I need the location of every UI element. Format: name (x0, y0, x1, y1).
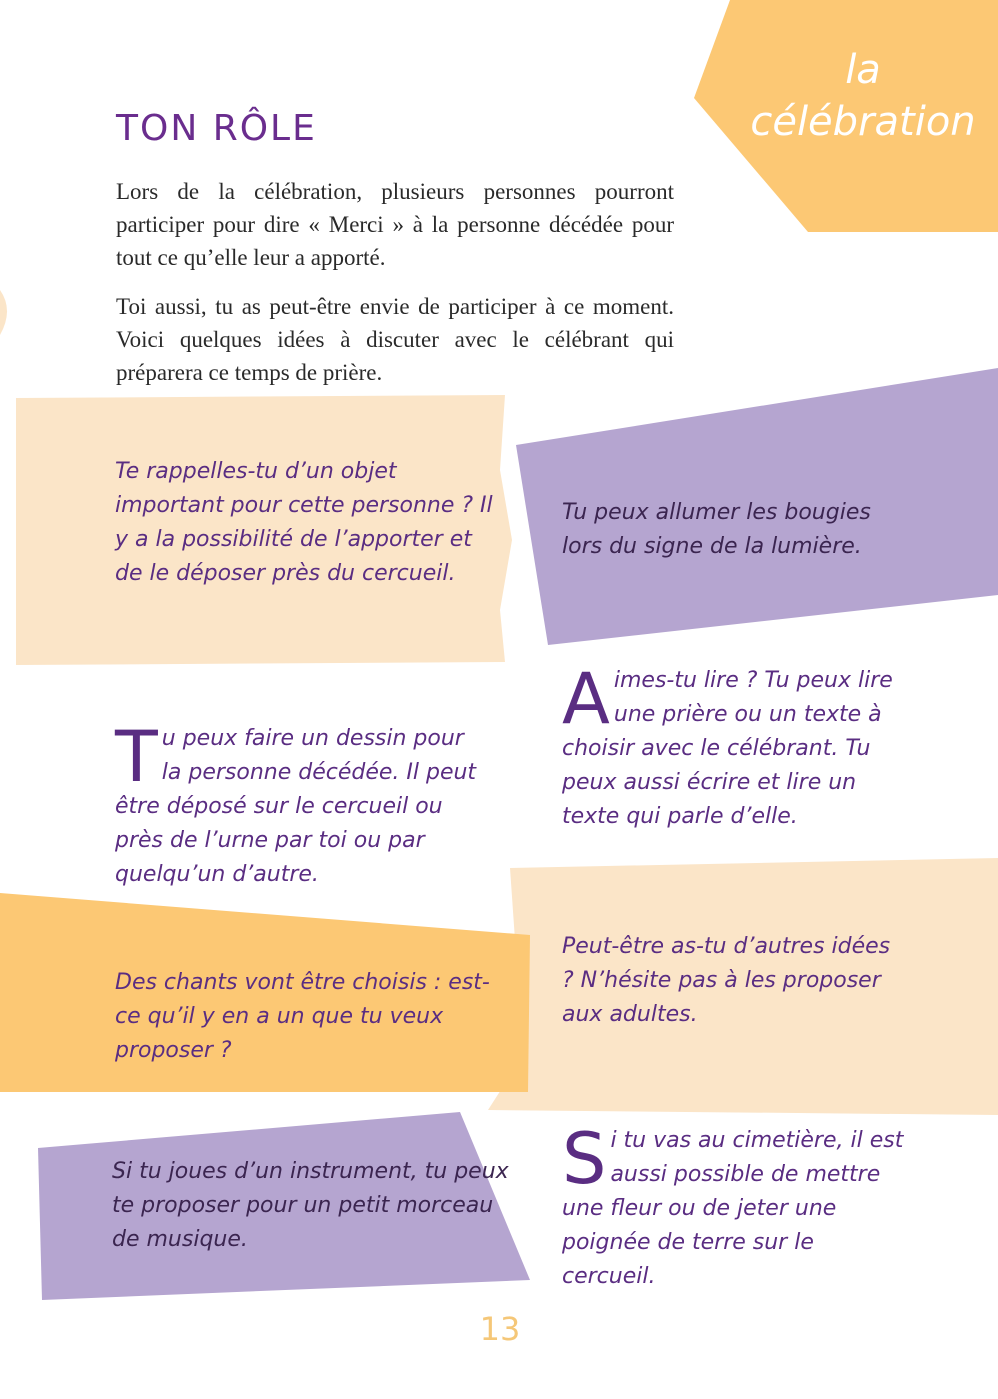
card-dessin-body: u peux faire un dessin pour la personne décédée. Il peut être déposé sur le cercueil ou près de l’urne par toi ou par quelqu’un d’autre. (115, 726, 477, 887)
dropcap-t: T (115, 716, 158, 798)
section-tab-line2: célébration (750, 99, 976, 145)
section-tab-label (748, 44, 978, 148)
page-number: 13 (479, 1310, 521, 1348)
card-instrument-text: Si tu joues d’un instrument, tu peux te proposer pour un petit morceau de musique. (112, 1159, 509, 1252)
intro-paragraph-1: Lors de la célébration, plusieurs personnes pourront participer pour dire « Merci » à la personne décédée pour tout ce qu’elle leur a apporté. (116, 179, 674, 270)
card-cimetiere-body: i tu vas au cimetière, il est aussi possible de mettre une fleur ou de jeter une poignée de terre sur le cercueil. (562, 1128, 904, 1289)
card-cimetiere-text (562, 1118, 912, 1294)
card-lire-body: imes-tu lire ? Tu peux lire une prière ou un texte à choisir avec le célébrant. Tu peux aussi écrire et lire un texte qui parle d’elle. (562, 668, 893, 829)
page-title: TON RÔLE (116, 108, 317, 149)
card-bougies-text: Tu peux allumer les bougies lors du signe de la lumière. (562, 500, 871, 559)
section-tab-line1: la (845, 47, 881, 93)
dropcap-a: A (562, 658, 610, 740)
card-dessin-text (115, 716, 485, 892)
card-lire-text (562, 658, 912, 834)
card-chants-text: Des chants vont être choisis : est-ce qu’il y en a un que tu veux proposer ? (115, 970, 490, 1063)
card-objet-text: Te rappelles-tu d’un objet important pour cette personne ? Il y a la possibilité de l’apporter et de le déposer près du cercueil. (115, 459, 493, 586)
dropcap-s: S (562, 1118, 607, 1200)
intro-paragraph-2: Toi aussi, tu as peut-être envie de participer à ce moment. Voici quelques idées à discuter avec le célébrant qui préparera ce temps de prière. (116, 294, 674, 385)
edge-mark (0, 290, 7, 335)
card-idees-text: Peut-être as-tu d’autres idées ? N’hésite pas à les proposer aux adultes. (562, 934, 891, 1027)
